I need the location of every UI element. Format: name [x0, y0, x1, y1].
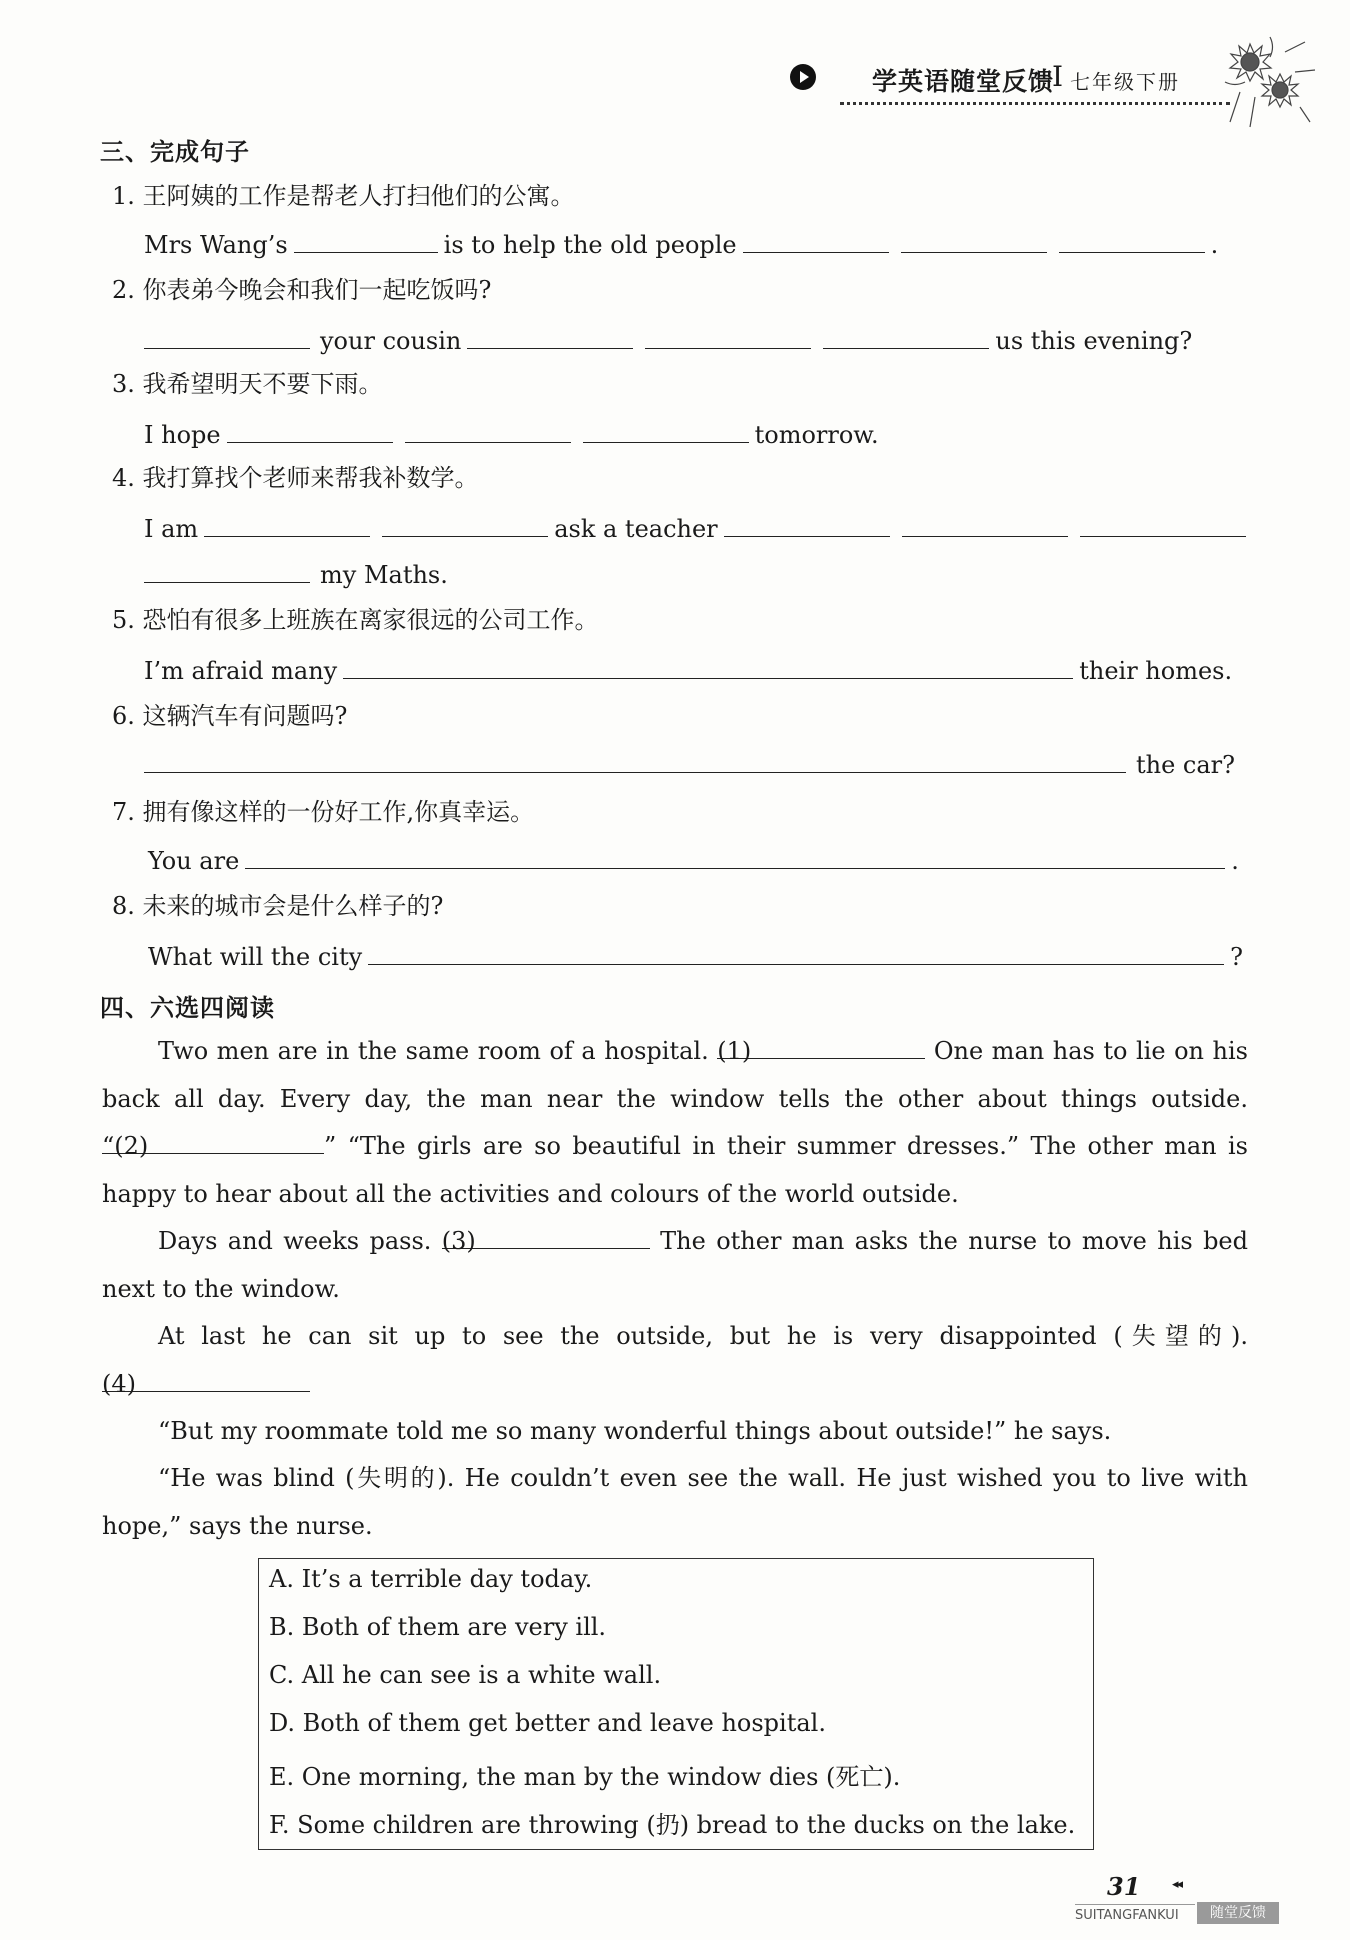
- header-separator: I: [1052, 60, 1064, 93]
- footer-label: SUITANGFANKUI: [1075, 1908, 1179, 1923]
- q2-blank-4[interactable]: [823, 322, 989, 349]
- q4-blank-4[interactable]: [902, 510, 1068, 537]
- option-c: C. All he can see is a white wall.: [269, 1661, 662, 1689]
- q3-english: I hope tomorrow.: [144, 416, 879, 451]
- answer-blank-3[interactable]: (3): [442, 1218, 650, 1249]
- section-4-title: 四、六选四阅读: [100, 994, 275, 1022]
- q4-blank-2[interactable]: [382, 510, 548, 537]
- q5-blank[interactable]: [343, 652, 1073, 679]
- q3-blank-1[interactable]: [227, 416, 393, 443]
- reading-paragraph-1: Two men are in the same room of a hospital. (1) One man has to lie on his back all day. Every day, the man near the window tells the other about things outside. “(2) ” “The girls are so beautiful in their summer dresses.” The other man is happy to hear about all the activities and colours of the world outside.: [102, 1028, 1248, 1218]
- q2-blank-2[interactable]: [467, 322, 633, 349]
- reading-paragraph-5: “He was blind (失明的). He couldn’t even see the wall. He just wished you to live with hope,” says the nurse.: [102, 1464, 1248, 1540]
- reading-paragraph-4: “But my roommate told me so many wonderful things about outside!” he says.: [158, 1417, 1112, 1445]
- q8-english: What will the city ?: [148, 938, 1243, 973]
- q1-blank-2[interactable]: [743, 226, 889, 253]
- option-f: F. Some children are throwing (扔) bread to the ducks on the lake.: [269, 1811, 1076, 1839]
- q3-chinese: 3. 我希望明天不要下雨。: [112, 370, 383, 398]
- book-title: 学英语随堂反馈: [872, 67, 1055, 96]
- q5-english: I’m afraid many their homes.: [144, 652, 1232, 687]
- q4-english-cont: my Maths.: [144, 556, 448, 591]
- footer-rule: [1075, 1904, 1195, 1905]
- answer-blank-2[interactable]: “(2): [102, 1123, 324, 1154]
- q6-english: the car?: [144, 746, 1235, 781]
- page-arrows-icon: ◂◂: [1172, 1877, 1182, 1892]
- q4-blank-3[interactable]: [724, 510, 890, 537]
- q1-blank-1[interactable]: [294, 226, 438, 253]
- q8-chinese: 8. 未来的城市会是什么样子的?: [112, 892, 444, 920]
- section-3-title: 三、完成句子: [100, 138, 250, 166]
- q7-chinese: 7. 拥有像这样的一份好工作,你真幸运。: [112, 798, 535, 826]
- q5-chinese: 5. 恐怕有很多上班族在离家很远的公司工作。: [112, 606, 599, 634]
- reading-paragraph-2: Days and weeks pass. (3) The other man asks the nurse to move his bed next to the window.: [102, 1218, 1248, 1313]
- q2-english: your cousin us this evening?: [144, 322, 1192, 357]
- page-header: [790, 58, 1230, 108]
- q7-english: You are .: [148, 842, 1239, 877]
- options-box: [258, 1558, 1094, 1850]
- option-e: E. One morning, the man by the window dies (死亡).: [269, 1763, 901, 1791]
- answer-blank-1[interactable]: (1): [717, 1028, 925, 1059]
- q3-blank-2[interactable]: [405, 416, 571, 443]
- grade-label: 七年级下册: [1070, 70, 1180, 94]
- q6-blank[interactable]: [144, 746, 1126, 773]
- q6-chinese: 6. 这辆汽车有问题吗?: [112, 702, 348, 730]
- q4-chinese: 4. 我打算找个老师来帮我补数学。: [112, 464, 479, 492]
- page-number: 31: [1107, 1872, 1141, 1901]
- q2-chinese: 2. 你表弟今晚会和我们一起吃饭吗?: [112, 276, 492, 304]
- header-dotted-rule: [840, 102, 1230, 105]
- q3-blank-3[interactable]: [583, 416, 749, 443]
- q4-english: I am ask a teacher: [144, 510, 1252, 545]
- q4-blank-1[interactable]: [204, 510, 370, 537]
- q1-english: Mrs Wang’s is to help the old people .: [144, 226, 1218, 261]
- q1-chinese: 1. 王阿姨的工作是帮老人打扫他们的公寓。: [112, 182, 575, 210]
- q1-blank-3[interactable]: [901, 226, 1047, 253]
- footer-badge: 随堂反馈: [1197, 1902, 1279, 1924]
- answer-blank-4[interactable]: (4): [102, 1361, 310, 1392]
- q1-blank-4[interactable]: [1059, 226, 1205, 253]
- q7-blank[interactable]: [245, 842, 1225, 869]
- reading-paragraph-3: At last he can sit up to see the outside, but he is very disappointed (失望的). (4): [102, 1322, 1248, 1398]
- q8-blank[interactable]: [368, 938, 1224, 965]
- option-b: B. Both of them are very ill.: [269, 1613, 607, 1641]
- q2-blank-3[interactable]: [645, 322, 811, 349]
- play-icon: [790, 64, 816, 90]
- q2-blank-1[interactable]: [144, 322, 310, 349]
- q4-blank-6[interactable]: [144, 556, 310, 583]
- sunflower-decoration-icon: [1210, 22, 1320, 132]
- option-d: D. Both of them get better and leave hospital.: [269, 1709, 826, 1737]
- q4-blank-5[interactable]: [1080, 510, 1246, 537]
- option-a: A. It’s a terrible day today.: [269, 1565, 593, 1593]
